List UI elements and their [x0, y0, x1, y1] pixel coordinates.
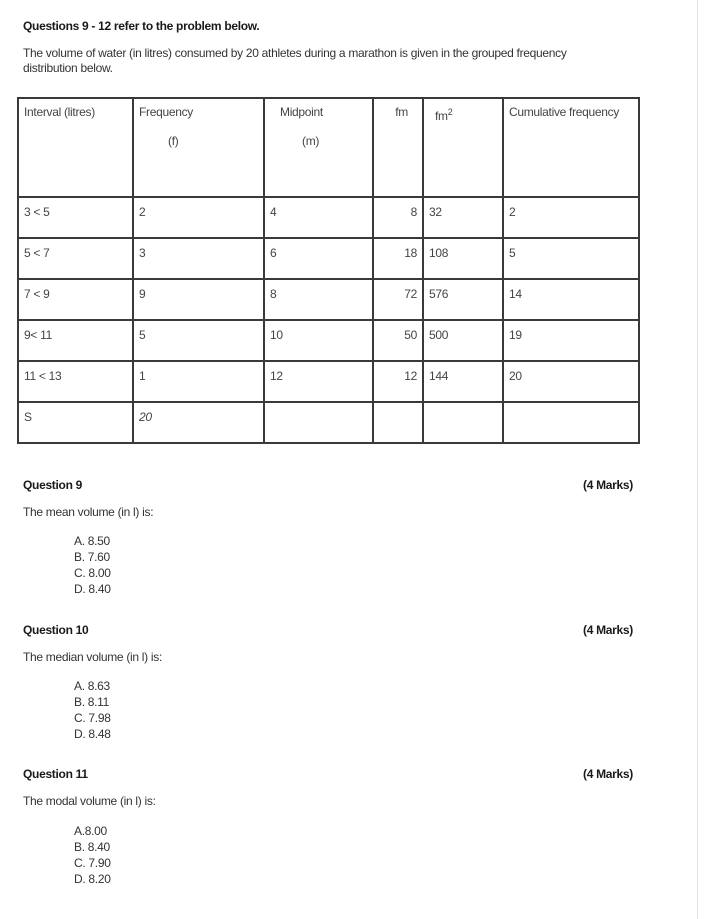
- answer-option[interactable]: A. 8.63: [74, 679, 110, 693]
- question-10-text: The median volume (in l) is:: [23, 650, 162, 664]
- table-row: [18, 279, 639, 320]
- table-sum-row: [18, 402, 639, 443]
- problem-intro: The volume of water (in litres) consumed by 20 athletes during a marathon is given in the grouped frequency distribution below.: [23, 46, 567, 75]
- cell-empty: [503, 402, 639, 443]
- cell-frequency: 2: [133, 197, 264, 238]
- answer-option[interactable]: C. 7.90: [74, 856, 111, 870]
- cell-empty: [264, 402, 373, 443]
- cell-sum-label: S: [18, 402, 133, 443]
- cell-fm-squared: 108: [423, 238, 503, 279]
- header-fm-squared: $fm^2$: [423, 98, 503, 197]
- cell-fm-squared: 144: [423, 361, 503, 402]
- cell-midpoint: 8: [264, 279, 373, 320]
- cell-cumulative: 19: [503, 320, 639, 361]
- cell-fm-squared: 32: [423, 197, 503, 238]
- answer-option[interactable]: B. 8.11: [74, 695, 110, 709]
- cell-fm: 12: [373, 361, 423, 402]
- question-11-text: The modal volume (in l) is:: [23, 794, 156, 808]
- cell-frequency: 9: [133, 279, 264, 320]
- section-heading: Questions 9 - 12 refer to the problem below.: [23, 19, 260, 33]
- answer-option[interactable]: B. 7.60: [74, 550, 110, 564]
- header-interval: Interval (litres): [18, 98, 133, 197]
- cell-fm-squared: 500: [423, 320, 503, 361]
- question-9-title: Question 9: [23, 478, 83, 492]
- answer-option[interactable]: C. 7.98: [74, 711, 111, 725]
- question-10-marks: (4 Marks): [583, 623, 633, 637]
- answer-option[interactable]: D. 8.20: [74, 872, 111, 886]
- table-row: [18, 238, 639, 279]
- cell-fm: 50: [373, 320, 423, 361]
- cell-midpoint: 12: [264, 361, 373, 402]
- cell-fm: 72: [373, 279, 423, 320]
- table-row: [18, 197, 639, 238]
- cell-cumulative: 2: [503, 197, 639, 238]
- cell-cumulative: 14: [503, 279, 639, 320]
- header-midpoint-symbol: (m): [302, 134, 320, 148]
- answer-option[interactable]: C. 8.00: [74, 566, 111, 580]
- page-edge-divider: [697, 0, 698, 919]
- cell-interval: 5 < 7: [18, 238, 133, 279]
- answer-option[interactable]: A. 8.50: [74, 534, 110, 548]
- cell-interval: 9< 11: [18, 320, 133, 361]
- question-9-marks: (4 Marks): [583, 478, 633, 492]
- cell-fm: 18: [373, 238, 423, 279]
- cell-sum-frequency: 20: [133, 402, 264, 443]
- question-10-options: [74, 678, 111, 742]
- header-frequency-label: Frequency: [139, 105, 193, 119]
- answer-option[interactable]: D. 8.40: [74, 582, 111, 596]
- answer-option[interactable]: A.8.00: [74, 824, 107, 838]
- cell-fm-squared: 576: [423, 279, 503, 320]
- question-11-marks: (4 Marks): [583, 767, 633, 781]
- header-midpoint: [264, 98, 373, 197]
- cell-interval: 7 < 9: [18, 279, 133, 320]
- cell-empty: [423, 402, 503, 443]
- cell-midpoint: 4: [264, 197, 373, 238]
- answer-option[interactable]: D. 8.48: [74, 727, 111, 741]
- header-midpoint-label: Midpoint: [280, 105, 323, 119]
- table-header-row: [18, 98, 639, 197]
- header-fm: fm: [373, 98, 423, 197]
- cell-fm: 8: [373, 197, 423, 238]
- header-frequency-symbol: (f): [168, 134, 179, 148]
- table-row: [18, 361, 639, 402]
- cell-midpoint: 6: [264, 238, 373, 279]
- frequency-table: [17, 97, 640, 444]
- answer-option[interactable]: B. 8.40: [74, 840, 110, 854]
- cell-empty: [373, 402, 423, 443]
- question-11-title: Question 11: [23, 767, 88, 781]
- header-frequency: [133, 98, 264, 197]
- cell-interval: 3 < 5: [18, 197, 133, 238]
- question-9-text: The mean volume (in l) is:: [23, 505, 154, 519]
- table-row: [18, 320, 639, 361]
- cell-interval: 11 < 13: [18, 361, 133, 402]
- header-cumulative-frequency: Cumulative frequency: [503, 98, 639, 197]
- cell-frequency: 1: [133, 361, 264, 402]
- cell-midpoint: 10: [264, 320, 373, 361]
- question-10-title: Question 10: [23, 623, 89, 637]
- question-9-options: [74, 533, 111, 597]
- cell-frequency: 5: [133, 320, 264, 361]
- cell-cumulative: 5: [503, 238, 639, 279]
- question-11-options: [74, 823, 111, 887]
- cell-cumulative: 20: [503, 361, 639, 402]
- cell-frequency: 3: [133, 238, 264, 279]
